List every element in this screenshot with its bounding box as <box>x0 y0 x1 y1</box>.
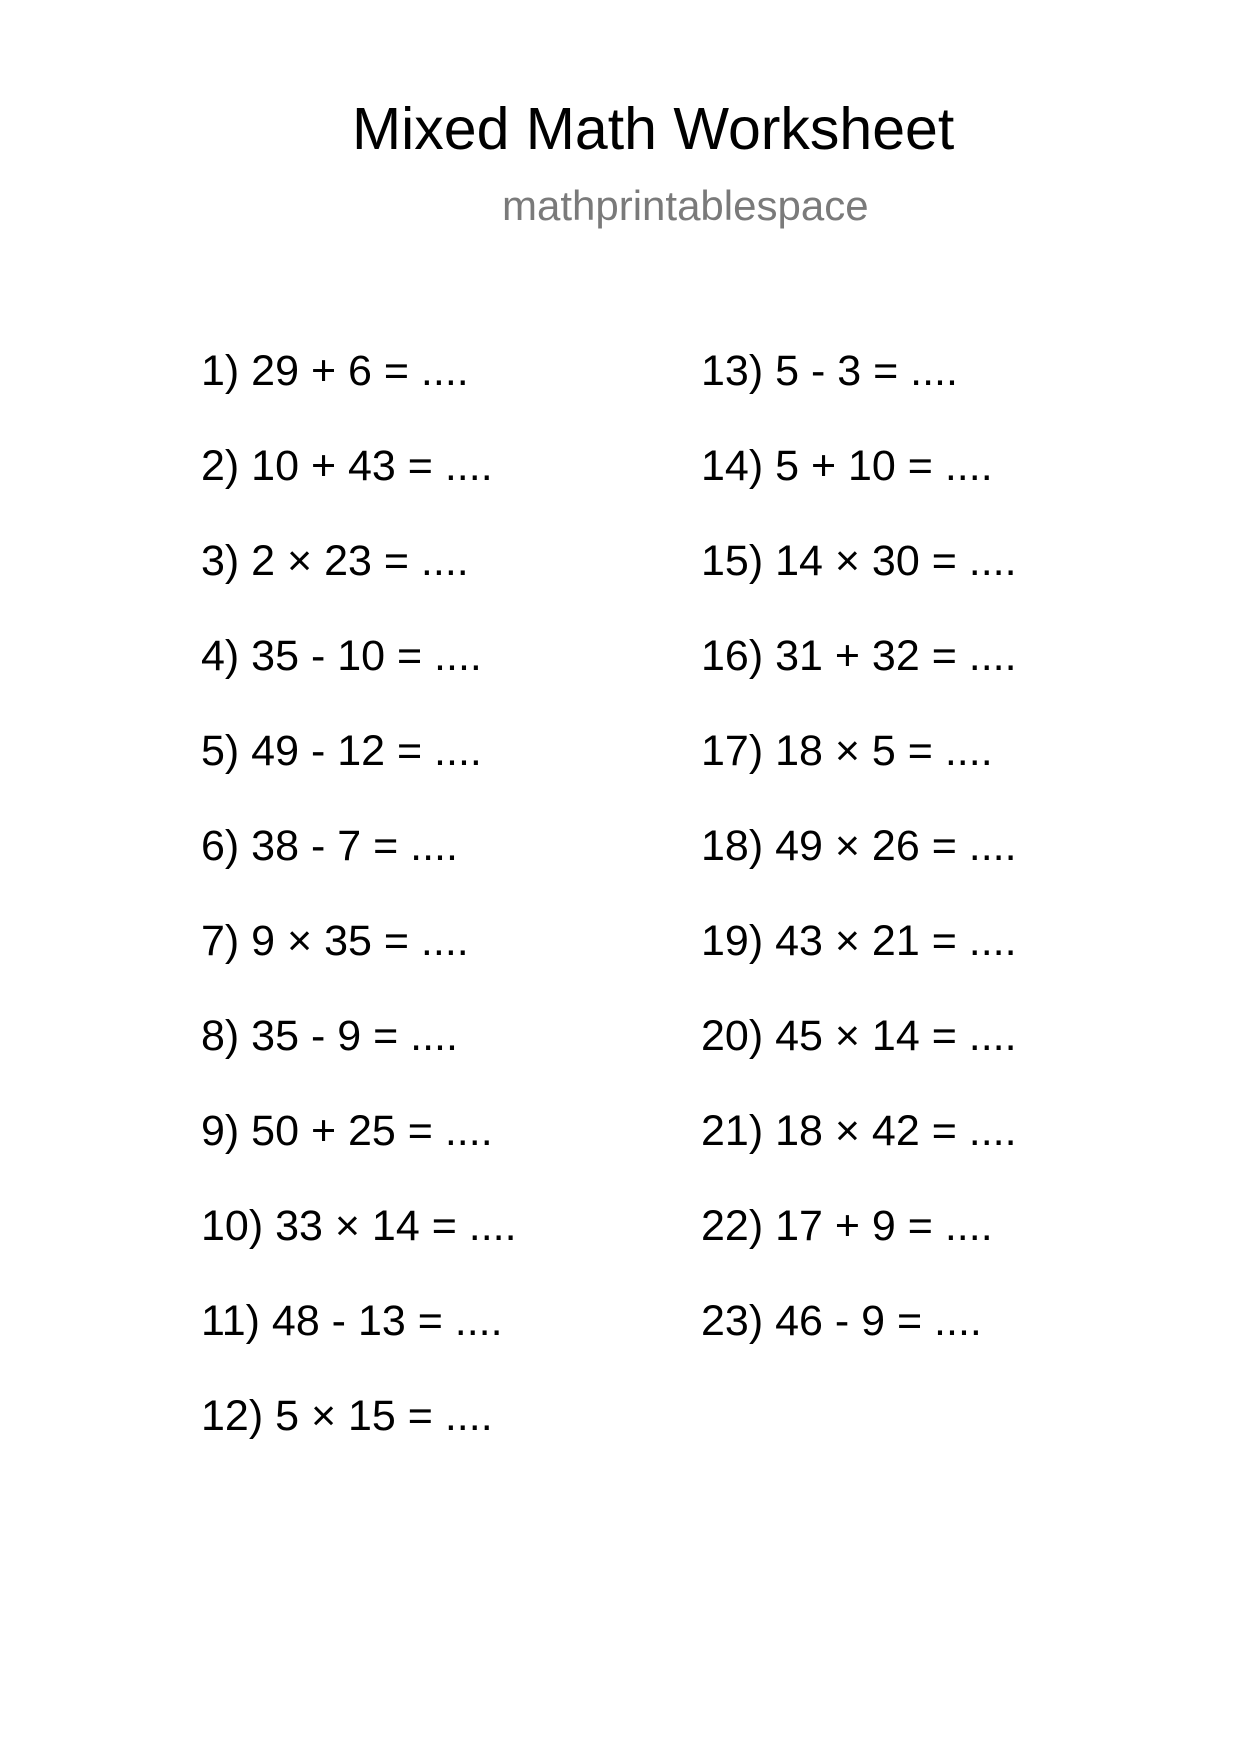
problem-4: 4) 35 - 10 = .... <box>201 632 482 680</box>
problem-3: 3) 2 × 23 = .... <box>201 537 469 585</box>
problem-19: 19) 43 × 21 = .... <box>701 917 1017 965</box>
problem-2: 2) 10 + 43 = .... <box>201 442 493 490</box>
problem-18: 18) 49 × 26 = .... <box>701 822 1017 870</box>
problem-13: 13) 5 - 3 = .... <box>701 347 958 395</box>
problem-7: 7) 9 × 35 = .... <box>201 917 469 965</box>
problem-1: 1) 29 + 6 = .... <box>201 347 469 395</box>
problem-15: 15) 14 × 30 = .... <box>701 537 1017 585</box>
problem-11: 11) 48 - 13 = .... <box>201 1297 503 1345</box>
problem-6: 6) 38 - 7 = .... <box>201 822 458 870</box>
problem-8: 8) 35 - 9 = .... <box>201 1012 458 1060</box>
problem-14: 14) 5 + 10 = .... <box>701 442 993 490</box>
problem-21: 21) 18 × 42 = .... <box>701 1107 1017 1155</box>
problem-9: 9) 50 + 25 = .... <box>201 1107 493 1155</box>
worksheet-subtitle: mathprintablespace <box>502 182 869 229</box>
problem-12: 12) 5 × 15 = .... <box>201 1392 493 1440</box>
problem-20: 20) 45 × 14 = .... <box>701 1012 1017 1060</box>
problem-22: 22) 17 + 9 = .... <box>701 1202 993 1250</box>
problem-column-left <box>201 347 517 1490</box>
problem-23: 23) 46 - 9 = .... <box>701 1297 982 1345</box>
problem-5: 5) 49 - 12 = .... <box>201 727 482 775</box>
problem-10: 10) 33 × 14 = .... <box>201 1202 517 1250</box>
problem-16: 16) 31 + 32 = .... <box>701 632 1017 680</box>
worksheet-title: Mixed Math Worksheet <box>352 96 955 162</box>
problem-column-right <box>701 347 1017 1395</box>
problem-17: 17) 18 × 5 = .... <box>701 727 993 775</box>
